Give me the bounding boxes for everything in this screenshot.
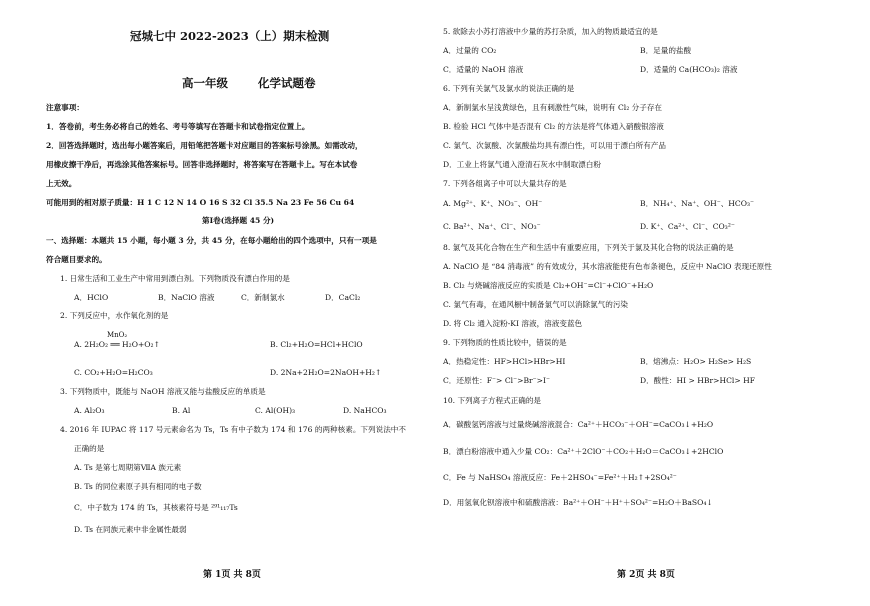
- q1-option-a: A．HClO: [74, 293, 109, 302]
- page-footer-1: 第 1页 共 8页: [203, 570, 261, 580]
- q8-option-d: D. 将 Cl₂ 通入淀粉-KI 溶液，溶液变蓝色: [443, 319, 583, 328]
- q3-option-d: D. NaHCO₃: [343, 406, 387, 415]
- notice-2a: 2．回答选择题时，选出每小题答案后，用铅笔把答题卡对应题目的答案标号涂黑。如需改动，: [46, 141, 363, 150]
- q2-option-d: D. 2Na+2H₂O=2NaOH+H₂↑: [270, 368, 382, 377]
- question-10: 10. 下列离子方程式正确的是: [443, 396, 542, 405]
- q4-option-c: C．中子数为 174 的 Ts，其核素符号是 ²⁹¹₁₁₇Ts: [74, 503, 238, 512]
- part-1-heading: 第Ⅰ卷(选择题 45 分): [202, 216, 275, 225]
- question-3: 3. 下列物质中，既能与 NaOH 溶液又能与盐酸反应的单质是: [60, 387, 266, 396]
- q10-option-b: B．漂白粉溶液中通入少量 CO₂：Ca²⁺＋2ClO⁻＋CO₂＋H₂O＝CaCO₃↓+2HClO: [443, 447, 724, 456]
- question-1: 1. 日常生活和工业生产中常用到漂白剂。下列物质没有漂白作用的是: [60, 274, 290, 283]
- q3-option-c: C. Al(OH)₃: [255, 406, 296, 415]
- q7-option-d: D. K⁺、Ca²⁺、Cl⁻、CO₃²⁻: [640, 222, 735, 231]
- catalyst-label: MnO₂: [107, 331, 128, 339]
- q3-option-b: B. Al: [172, 406, 191, 415]
- section-1-line-a: 一、选择题：本题共 15 小题，每小题 3 分，共 45 分，在每小题给出的四个选项中，只有一项是: [46, 236, 377, 245]
- q6-option-b: B. 检验 HCl 气体中是否混有 Cl₂ 的方法是将气体通入硝酸银溶液: [443, 122, 664, 131]
- atomic-mass-line: 可能用到的相对原子质量：H 1 C 12 N 14 O 16 S 32 Cl 35.5 Na 23 Fe 56 Cu 64: [46, 198, 355, 207]
- q5-option-c: C．适量的 NaOH 溶液: [443, 65, 524, 74]
- section-1-line-b: 符合题目要求的。: [46, 255, 107, 264]
- question-9: 9. 下列物质的性质比较中，错误的是: [443, 338, 567, 347]
- q7-option-a: A. Mg²⁺、K⁺、NO₃⁻、OH⁻: [443, 199, 543, 208]
- q2-option-c: C. CO₂+H₂O=H₂CO₃: [74, 368, 153, 377]
- notice-2c: 上无效。: [46, 179, 77, 188]
- question-6: 6. 下列有关氯气及氯水的说法正确的是: [443, 84, 575, 93]
- q7-option-c: C. Ba²⁺、Na⁺、Cl⁻、NO₃⁻: [443, 222, 541, 231]
- page-footer-2: 第 2页 共 8页: [617, 570, 675, 580]
- q2-option-a: A. 2H₂O₂ ══ H₂O+O₂↑: [74, 340, 160, 349]
- q1-option-c: C．新制氯水: [241, 293, 285, 302]
- question-2: 2. 下列反应中，水作氧化剂的是: [60, 311, 169, 320]
- notice-1: 1．答卷前，考生务必将自己的姓名、考号等填写在答题卡和试卷指定位置上。: [46, 122, 310, 131]
- q4-option-b: B. Ts 的同位素原子具有相同的电子数: [74, 482, 202, 491]
- q9-option-c: C．还原性：F⁻> Cl⁻>Br⁻>I⁻: [443, 376, 551, 385]
- q2-option-b: B. Cl₂+H₂O=HCl+HClO: [270, 340, 363, 349]
- q6-option-c: C. 氯气、次氯酸、次氯酸盐均具有漂白性，可以用于漂白所有产品: [443, 141, 666, 150]
- q5-option-a: A．过量的 CO₂: [443, 46, 497, 55]
- question-4-line-b: 正确的是: [74, 444, 105, 453]
- q1-option-b: B．NaClO 溶液: [158, 293, 215, 302]
- q9-option-a: A．热稳定性：HF>HCl>HBr>HI: [443, 357, 566, 366]
- exam-title: 冠城七中 2022-2023（上）期末检测: [130, 29, 330, 43]
- q6-option-d: D．工业上将氯气通入澄清石灰水中制取漂白粉: [443, 160, 601, 169]
- right-page: [435, 0, 870, 606]
- q3-option-a: A. Al₂O₃: [74, 406, 105, 415]
- q8-option-c: C. 氯气有毒，在通风橱中制备氯气可以消除氯气的污染: [443, 300, 629, 309]
- q10-option-a: A．碳酸氢钙溶液与过量烧碱溶液混合：Ca²⁺＋HCO₃⁻＋OH⁻=CaCO₃↓+H₂O: [443, 420, 714, 429]
- q1-option-d: D．CaCl₂: [325, 293, 361, 302]
- notice-heading: 注意事项：: [46, 103, 84, 112]
- question-5: 5. 欲除去小苏打溶液中少量的苏打杂质，加入的物质最适宜的是: [443, 27, 658, 36]
- q8-option-a: A. NaClO 是 “84 消毒液” 的有效成分，其水溶液能使有色布条褪色，反应中 NaClO 表现还原性: [443, 262, 772, 271]
- q8-option-b: B. Cl₂ 与烧碱溶液反应的实质是 Cl₂+OH⁻=Cl⁻+ClO⁻+H₂O: [443, 281, 654, 290]
- q4-option-d: D. Ts 在同族元素中非金属性最弱: [74, 525, 187, 534]
- notice-2b: 用橡皮擦干净后，再选涂其他答案标号。回答非选择题时，将答案写在答题卡上。写在本试卷: [46, 160, 358, 169]
- q6-option-a: A．新制氯水呈浅黄绿色，且有刺激性气味，说明有 Cl₂ 分子存在: [443, 103, 663, 112]
- q9-option-b: B．熔沸点：H₂O> H₂Se> H₂S: [640, 357, 752, 366]
- q9-option-d: D．酸性：HI > HBr>HCl> HF: [640, 376, 755, 385]
- question-7: 7. 下列各组离子中可以大量共存的是: [443, 179, 567, 188]
- grade-label: 高一年级: [182, 76, 228, 90]
- q7-option-b: B．NH₄⁺、Na⁺、OH⁻、HCO₃⁻: [640, 199, 755, 208]
- q10-option-d: D．用氢氧化钡溶液中和硫酸溶液：Ba²⁺＋OH⁻＋H⁺＋SO₄²⁻=H₂O＋BaSO₄↓: [443, 498, 713, 507]
- subject-label: 化学试题卷: [258, 76, 316, 90]
- q5-option-d: D．适量的 Ca(HCO₃)₂ 溶液: [640, 65, 738, 74]
- question-4-line-a: 4. 2016 年 IUPAC 将 117 号元素命名为 Ts，Ts 有中子数为 174 和 176 的两种核素。下列说法中不: [60, 425, 406, 434]
- question-8: 8. 氯气及其化合物在生产和生活中有重要应用，下列关于氯及其化合物的说法正确的是: [443, 243, 734, 252]
- q10-option-c: C．Fe 与 NaHSO₄ 溶液反应：Fe＋2HSO₄⁻=Fe²⁺＋H₂↑+2SO₄²⁻: [443, 473, 677, 482]
- q5-option-b: B．足量的盐酸: [640, 46, 692, 55]
- q4-option-a: A. Ts 是第七周期第ⅦA 族元素: [74, 463, 182, 472]
